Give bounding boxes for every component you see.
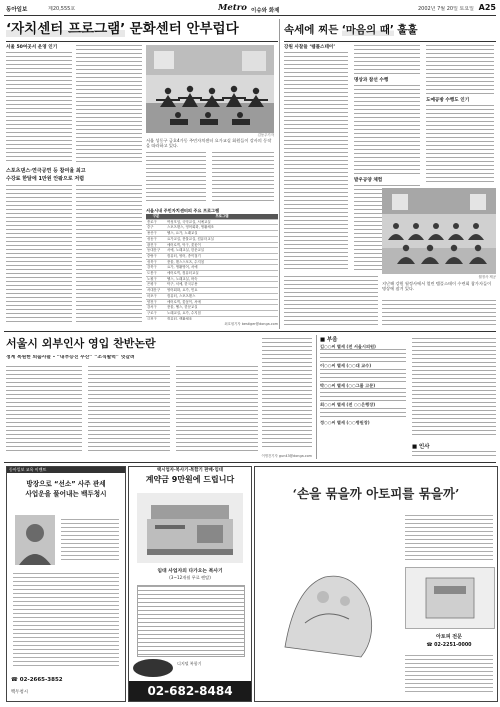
table-cell-district: 은평구 xyxy=(146,282,166,288)
program-table xyxy=(146,214,278,320)
personnel-list xyxy=(412,451,496,457)
issue-date: 2002년 7월 20일 토요일 xyxy=(417,6,474,12)
ad-fortune-line1: 방장으로 “선소” 사주 관세 xyxy=(26,480,106,488)
program-table-title: 서울시내 주민자치센터의 주요 프로그램 xyxy=(146,208,220,213)
table-cell-program: 에어로빅, 꽃꽂이, 서예 xyxy=(166,299,278,305)
table-cell-program: 요가교실, 풍물교실, 컴퓨터교실 xyxy=(166,236,278,242)
article1-subhead: 스포츠댄스·연극공연 등 참여율 최고 xyxy=(6,168,86,174)
article1-headline-quoted: ‘자치센터 프로그램’ xyxy=(6,21,126,37)
table-cell-district: 강북구 xyxy=(146,265,166,271)
article1-body-col3 xyxy=(146,152,206,204)
article2-body-col3-b xyxy=(426,105,494,185)
article2-headline-pre: 속세에 찌든 xyxy=(284,24,339,36)
table-cell-program: 서예, 노래교실, 한문교실 xyxy=(166,248,278,254)
ad-copier-phone: 02-682-8484 xyxy=(129,681,251,701)
table-cell-district: 중랑구 xyxy=(146,253,166,259)
article3-body-col3 xyxy=(176,366,258,454)
product-box-icon xyxy=(406,568,494,628)
table-cell-district: 중구 xyxy=(146,225,166,231)
obituary-item: 최○○씨 별세 (전 ○○은행장) xyxy=(320,402,376,408)
table-cell-program: 에어로빅, 탁구, 꽃꽂이 xyxy=(166,242,278,248)
table-cell-program: 헬스, 노래교실, 바둑 xyxy=(166,276,278,282)
article1-headline xyxy=(6,19,274,40)
table-cell-district: 금천구 xyxy=(146,316,166,320)
article1-body-col1-top xyxy=(6,52,72,164)
section-name: 이슈와 화제 xyxy=(251,8,280,14)
personnel-marker-icon: ■ xyxy=(412,444,419,450)
temple-meditation-illustration xyxy=(382,188,496,274)
table-cell-district: 강서구 xyxy=(146,305,166,311)
article1-body-col4 xyxy=(212,152,274,204)
issue-number: 제20,555호 xyxy=(48,6,76,12)
temple-photo-caption: 지난해 강원 월정사에서 열린 템플스테이 수련회 참가자들이 명상에 잠겨 있다. xyxy=(382,281,492,292)
table-cell-program: 스포츠댄스, 영어회화, 생활체조 xyxy=(166,225,278,231)
table-cell-program: 컴퓨터, 스포츠댄스 xyxy=(166,293,278,299)
table-cell-program: 풍물, 헬스, 한문교실 xyxy=(166,305,278,311)
obituary-marker-icon: ■ xyxy=(320,337,327,343)
ad-section-rule xyxy=(4,462,496,463)
article2-headline xyxy=(284,22,496,40)
table-cell-program: 에어로빅, 컴퓨터교실 xyxy=(166,271,278,277)
program-table-box xyxy=(146,208,278,320)
article2-headline-rule xyxy=(284,41,496,42)
ad-fortune-line2: 사업운을 풀어내는 백두청시 xyxy=(25,490,107,498)
ad-copier-machine xyxy=(137,493,243,563)
ad-atopy[interactable] xyxy=(254,466,498,702)
article1-headline-rest: 문화센터 안부럽다 xyxy=(129,21,239,37)
table-cell-program: 여성모임, 국악교실, 서예교실 xyxy=(166,219,278,225)
ad-atopy-brand: 아토피 전문 xyxy=(436,634,462,640)
article2-headline-quoted: ‘마음의 때’ xyxy=(341,24,394,36)
ad-copier[interactable] xyxy=(128,466,252,702)
portrait-icon xyxy=(15,515,55,565)
ad-copier-brand: 디지털 복합기 xyxy=(177,661,202,666)
ad-atopy-phone: ☎ 02-2251-0000 xyxy=(426,643,472,648)
ad-fortune[interactable] xyxy=(6,466,126,702)
article2-body-col1 xyxy=(284,52,348,270)
ad-fortune-name: 백두청시 xyxy=(11,690,28,695)
article3-subhead: 정계 복원한 퇴출사들 – “내부승진 무산” “조직활력” 엇갈려 xyxy=(6,355,135,360)
table-cell-program: 요가, 생활영어, 서예 xyxy=(166,265,278,271)
program-table-header-program: 프로그램 xyxy=(166,214,278,219)
copier-icon xyxy=(137,493,243,563)
yoga-photo-caption: 서울 성동구 금호4가동 주민자치센터 요가교실 회원들이 강사의 동작을 따라하고 있다. xyxy=(146,138,272,149)
table-cell-district: 서대문구 xyxy=(146,288,166,294)
article2-lead: 강원 사찰들 ‘템플스테이’ xyxy=(284,45,336,50)
hands-illustration-icon xyxy=(265,527,395,667)
ad-fortune-tag: 동아일보 교육 이벤트 xyxy=(7,467,125,473)
article1-headline-rule xyxy=(6,41,278,42)
obituary-title: ■ 부음 xyxy=(320,337,338,343)
table-cell-program: 탁구, 서예, 한국무용 xyxy=(166,282,278,288)
table-cell-program: 풍물, 댄스스포츠, 수지침 xyxy=(166,259,278,265)
obituary-item: 김○○씨 별세 (전 서울시의원) xyxy=(320,344,376,349)
article3-body-col4 xyxy=(262,338,312,450)
article1-byline: 최호원기자 bestiger@donga.com xyxy=(224,322,278,326)
table-row xyxy=(146,316,278,320)
article2-body-col2-a xyxy=(354,45,420,75)
obituary-item: 박○○씨 별세 (○○그룹 고문) xyxy=(320,382,376,388)
paper-name: 동아일보 xyxy=(6,7,28,13)
table-cell-district: 구로구 xyxy=(146,310,166,316)
ad-atopy-illustration xyxy=(265,527,395,667)
table-cell-district: 성동구 xyxy=(146,236,166,242)
article2-subhead-3: 도예공방 수행도 인기 xyxy=(426,98,470,103)
ad-atopy-product xyxy=(405,567,495,629)
article3-body-col1 xyxy=(6,366,82,454)
program-table-header-district: 구분 xyxy=(146,214,166,219)
article2-body-col2-b xyxy=(354,85,420,175)
article2-subhead-1: 명상과 참선 수행 xyxy=(354,78,389,83)
table-cell-program: 영어회화, 요가, 민요 xyxy=(166,288,278,294)
table-cell-program: 헬스, 요가, 노래교실 xyxy=(166,231,278,237)
article2-body-col3-a xyxy=(426,45,494,95)
article1-body-col2-top xyxy=(76,45,142,162)
ad-copier-sub2: (3~12개월 무료 렌탈) xyxy=(169,575,211,580)
temple-photo-credit: 월정사 제공 xyxy=(478,275,496,279)
personnel-title: ■ 인사 xyxy=(412,444,430,450)
article3-headline: 서울시 외부인사 영입 찬반논란 xyxy=(6,337,156,350)
article3-byline: 이명건기자 gun43@donga.com xyxy=(261,454,312,458)
article1-lead: 서울 50여곳서 운영 인기 xyxy=(6,45,58,50)
ad-copier-top: 택시업자·복사기·복합기 판매·임대 xyxy=(157,468,223,473)
table-cell-district: 성북구 xyxy=(146,259,166,265)
table-cell-district: 도봉구 xyxy=(146,271,166,277)
masthead-rule xyxy=(4,15,496,16)
article2-body-bottom xyxy=(284,276,378,326)
ad-copier-badge xyxy=(133,659,173,677)
table-cell-program: 컴퓨터, 영어, 종이접기 xyxy=(166,253,278,259)
table-cell-district: 양천구 xyxy=(146,299,166,305)
yoga-class-photo xyxy=(146,45,274,133)
ad-fortune-phone: ☎ 02-2665-3852 xyxy=(11,677,63,683)
obituary-item: 정○○씨 별세 (○○병원장) xyxy=(320,419,370,425)
table-cell-district: 마포구 xyxy=(146,293,166,299)
yoga-photo-credit: 김동주기자 xyxy=(257,133,274,137)
yoga-class-illustration xyxy=(146,45,274,133)
ad-copier-line1: 계약금 9만원에 드립니다 xyxy=(145,475,235,484)
obituary-list-col2 xyxy=(412,338,496,438)
ad-fortune-portrait xyxy=(15,515,55,565)
article2-headline-post: 훌훌 xyxy=(397,24,418,36)
ad-copier-sub: 임대 사업자의 다가오는 복사기 xyxy=(157,569,223,574)
ad-atopy-headline: ‘손을 묶을까 아토피를 묶을까’ xyxy=(292,486,460,501)
mid-page-rule xyxy=(4,331,496,332)
table-cell-district: 노원구 xyxy=(146,276,166,282)
obituary-item: 이○○씨 별세 (○○대 교수) xyxy=(320,363,372,369)
table-cell-district: 용산구 xyxy=(146,231,166,237)
article1-body-col1-bottom xyxy=(6,185,72,325)
table-cell-district: 광진구 xyxy=(146,242,166,248)
temple-stay-photo xyxy=(382,188,496,274)
article3-body-col2 xyxy=(88,366,170,454)
article1-body-col2-bottom xyxy=(76,185,142,325)
article1-subhead-2: 수강료 한달에 1만원 안팎으로 저렴 xyxy=(6,176,85,182)
table-cell-program: 노래교실, 요가, 수지침 xyxy=(166,310,278,316)
page-number: A25 xyxy=(478,3,496,12)
section-logo: Metro xyxy=(218,3,247,13)
article2-body-bottom-right xyxy=(382,300,496,326)
table-cell-program: 컴퓨터, 생활체조 xyxy=(166,316,278,320)
table-cell-district: 동대문구 xyxy=(146,248,166,254)
table-cell-district: 종로구 xyxy=(146,219,166,225)
article2-subhead-2: 발우공양 체험 xyxy=(354,178,383,183)
obituary-list xyxy=(320,344,408,454)
obituary-divider xyxy=(316,335,317,459)
column-divider xyxy=(279,19,280,329)
